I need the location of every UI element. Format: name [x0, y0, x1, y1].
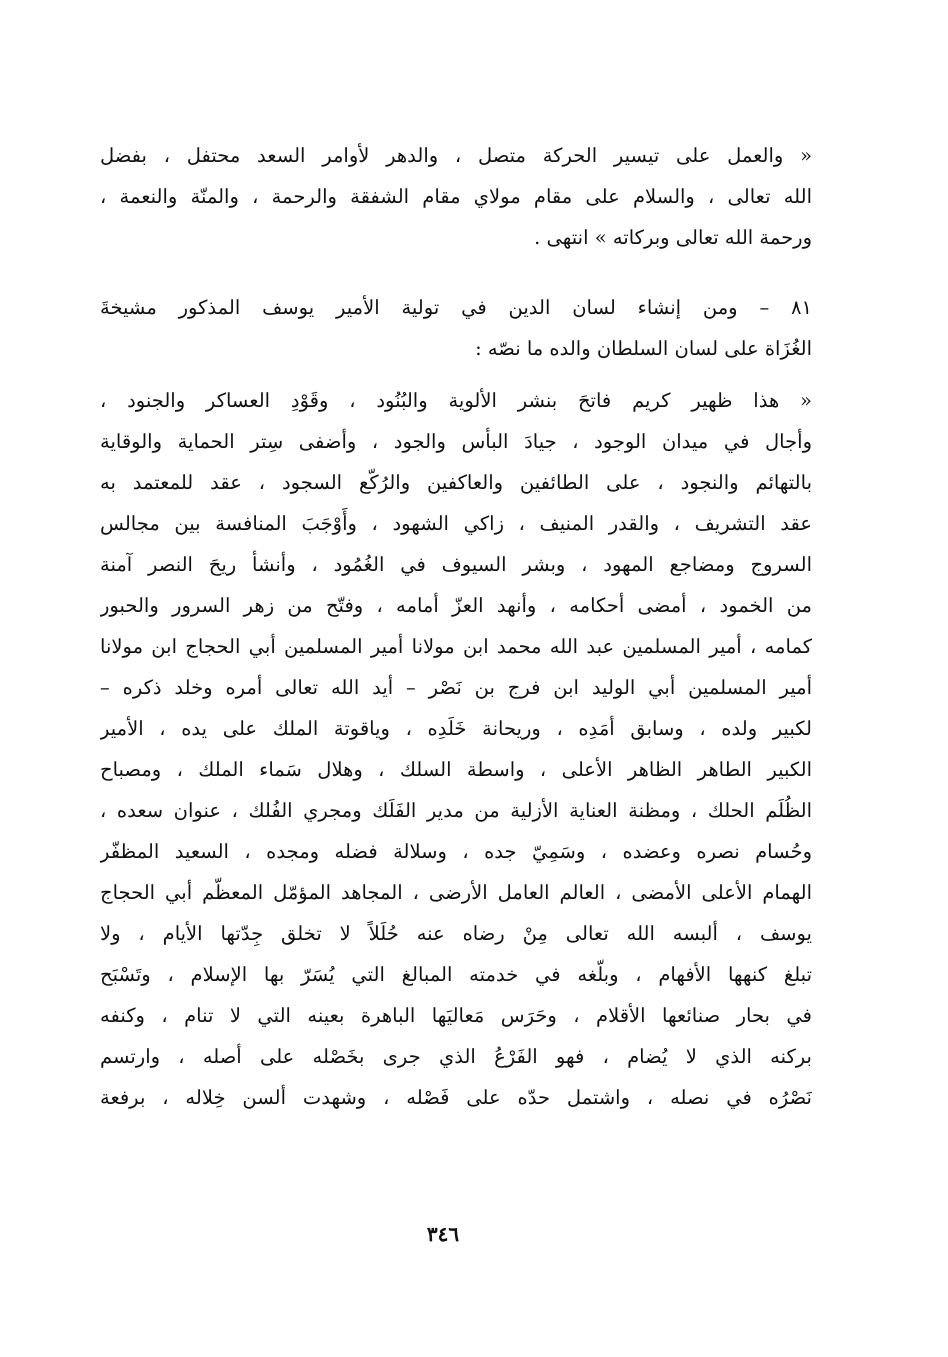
paragraph-section-81-heading — [100, 287, 812, 369]
text-line: أمير المسلمين أبي الوليد ابن فرج بن نَصْر – أيد الله تعالى أمره وخلد ذكره – — [100, 676, 812, 699]
text-line: ٨١ – ومن إنشاء لسان الدين في تولية الأمير يوسف المذكور مشيخةَ — [100, 296, 812, 319]
text-line: بركنه الذي لا يُضام ، فهو الفَرْعُ الذي جرى بخَصْله على أصله ، وارتسم — [100, 1045, 812, 1068]
text-line: وأجال في ميدان الوجود ، جيادَ البأس والجود ، وأضفى سِتر الحماية والوقاية — [100, 430, 812, 453]
paragraph-closing-letter — [100, 135, 812, 258]
text-line: من الخمود ، أمضى أحكامه ، وأنهد العزّ أمامه ، وفتّح من زهر السرور والحبور — [100, 594, 812, 617]
text-line: لكبير ولده ، وسابق أمَدِه ، وريحانة خَلَدِه ، وياقوتة الملك على يده ، الأمير — [100, 717, 812, 740]
text-line: نَصْرُه في نصله ، واشتمل حدّه على فَصْله ، وشهدت ألسن خِلاله ، برفعة — [100, 1086, 812, 1109]
text-line: في بحار صنائعها الأقلام ، وحَرَس مَعاليَها الباهرة بعينه التي لا تنام ، وكنفه — [100, 1004, 812, 1027]
text-line: الله تعالى ، والسلام على مقام مولاي مقام الشفقة والرحمة ، والمنّة والنعمة ، — [100, 185, 812, 208]
text-line: « هذا ظهير كريم فاتحَ بنشر الألوية والبُنُود ، وقَوْدِ العساكر والجنود ، — [100, 389, 812, 412]
text-line: عقد التشريف ، والقدر المنيف ، زاكي الشهود ، وأَوْجَبَ المنافسة بين مجالس — [100, 512, 812, 535]
text-line: ورحمة الله تعالى وبركاته » انتهى . — [534, 226, 812, 249]
text-line: الهمام الأعلى الأمضى ، العالم العامل الأرضى ، المجاهد المؤمّل المعظّم أبي الحجاج — [100, 881, 812, 904]
text-line: وحُسام نصره وعضده ، وسَمِيّ جده ، وسلالة فضله ومجده ، السعيد المظفّر — [100, 840, 812, 863]
text-line: الكبير الطاهر الظاهر الأعلى ، واسطة السلك ، وهلال سَماء الملك ، ومصباح — [100, 758, 812, 781]
page-number: ٣٤٦ — [426, 1222, 460, 1246]
text-line: كمامه ، أمير المسلمين عبد الله محمد ابن مولانا أمير المسلمين أبي الحجاج ابن مولانا — [100, 635, 812, 658]
text-line: « والعمل على تيسير الحركة متصل ، والدهر لأوامر السعد محتفل ، بفضل — [100, 144, 812, 167]
text-line: يوسف ، ألبسه الله تعالى مِنْ رضاه عنه حُلَلاً لا تخلق جِدّتها الأيام ، ولا — [100, 922, 812, 945]
text-line: السروج ومضاجع المهود ، وبشر السيوف في الغُمُود ، وأنشأ ريحَ النصر آمنة — [100, 553, 812, 576]
text-line: الظُلَم الحلك ، ومظنة العناية الأزلية من مدير الفَلَك ومجري الفُلك ، عنوان سعده ، — [100, 799, 812, 822]
text-line: الغُزَاة على لسان السلطان والده ما نصّه : — [475, 337, 812, 360]
text-line: بالتهائم والنجود ، على الطائفين والعاكفين والرُكّع السجود ، عقد للمعتمد به — [100, 471, 812, 494]
paragraph-decree-text — [100, 380, 812, 1118]
text-line: تبلغ كنهها الأفهام ، وبلّغه في خدمته المبالغ التي يُسَرّ بها الإسلام ، وتَسْبَح — [100, 963, 812, 986]
